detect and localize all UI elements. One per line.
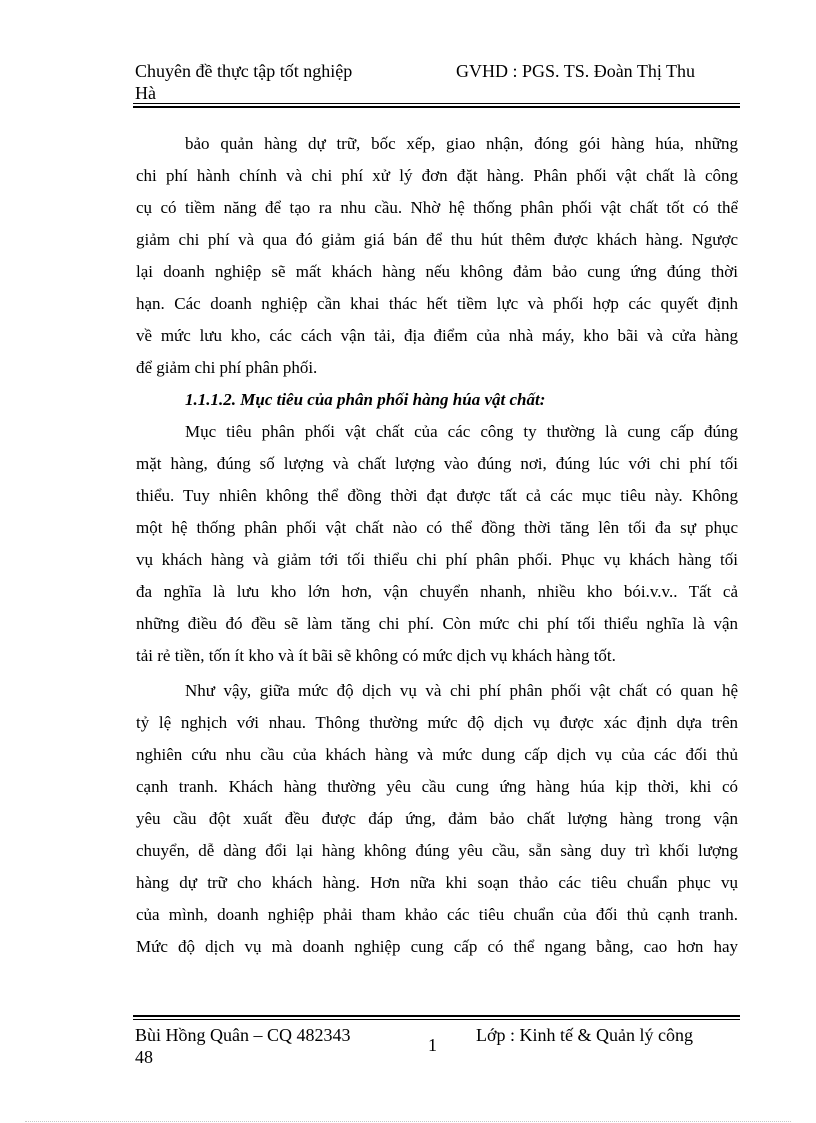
paragraph-line: đa nghĩa là lưu kho lớn hơn, vận chuyển nhanh, nhiều kho bói.v.v.. Tất cả	[136, 582, 738, 601]
paragraph-line: để giảm chi phí phân phối.	[136, 358, 318, 377]
paragraph-line: lại doanh nghiệp sẽ mất khách hàng nếu không đảm bảo cung ứng đúng thời	[136, 262, 738, 281]
footer-author: Bùi Hồng Quân – CQ 482343	[135, 1025, 351, 1045]
paragraph-line: những điều đó đều sẽ làm tăng chi phí. Còn mức chi phí tối thiểu nghĩa là vận	[136, 614, 738, 633]
footer-author-wrap: 48	[135, 1047, 153, 1067]
paragraph-line: chuyển, dễ dàng đổi lại hàng không đúng yêu cầu, sẵn sàng duy trì khối lượng	[136, 841, 738, 860]
body-text	[136, 128, 738, 963]
header-rule-thin	[133, 103, 740, 104]
footer-rule-thick	[133, 1015, 740, 1017]
paragraph-line: mặt hàng, đúng số lượng và chất lượng vào đúng nơi, đúng lúc với chi phí tối	[136, 454, 738, 473]
paragraph-line: tỷ lệ nghịch với nhau. Thông thường mức độ dịch vụ được xác định dựa trên	[136, 713, 738, 732]
paragraph-line: Mức độ dịch vụ mà doanh nghiệp cung cấp có thể ngang bằng, cao hơn hay	[136, 937, 738, 956]
footer-class: Lớp : Kinh tế & Quản lý công	[476, 1025, 693, 1045]
paragraph-line: chi phí hành chính và chi phí xử lý đơn đặt hàng. Phân phối vật chất là công	[136, 166, 738, 185]
paragraph-line: cụ có tiềm năng để tạo ra nhu cầu. Nhờ hệ thống phân phối vật chất tốt có thể	[136, 198, 738, 217]
paragraph-line: Như vậy, giữa mức độ dịch vụ và chi phí phân phối vật chất có quan hệ	[185, 681, 738, 700]
header-title: Chuyên đề thực tập tốt nghiệp	[135, 61, 353, 81]
paragraph-line: giảm chi phí và qua đó giảm giá bán để thu hút thêm được khách hàng. Ngược	[136, 230, 738, 249]
paragraph-line: cạnh tranh. Khách hàng thường yêu cầu cung ứng hàng húa kịp thời, khi có	[136, 777, 738, 796]
header-rule-thick	[133, 106, 740, 108]
section-heading: 1.1.1.2. Mục tiêu của phân phối hàng húa vật chất:	[185, 390, 546, 409]
footer-rule-thin	[133, 1019, 740, 1020]
page-number: 1	[428, 1035, 437, 1055]
paragraph-line: yêu cầu đột xuất đều được đáp ứng, đảm bảo chất lượng hàng trong vận	[136, 809, 738, 828]
paragraph-line: hàng dự trữ cho khách hàng. Hơn nữa khi soạn thảo các tiêu chuẩn phục vụ	[136, 873, 738, 892]
header-supervisor-wrap: Hà	[135, 83, 156, 103]
paragraph-line: tải rẻ tiền, tốn ít kho và ít bãi sẽ không có mức dịch vụ khách hàng tốt.	[136, 646, 616, 665]
paragraph-line: về mức lưu kho, các cách vận tải, địa điểm của nhà máy, kho bãi và cửa hàng	[136, 326, 738, 345]
page-bottom-border	[25, 1121, 791, 1122]
paragraph-line: bảo quản hàng dự trữ, bốc xếp, giao nhận, đóng gói hàng húa, những	[185, 134, 738, 153]
header-supervisor: GVHD : PGS. TS. Đoàn Thị Thu	[456, 61, 696, 81]
paragraph-line: vụ khách hàng và giảm tới tối thiểu chi phí phân phối. Phục vụ khách hàng tối	[136, 550, 738, 569]
paragraph-line: một hệ thống phân phối vật chất nào có thể đồng thời tăng lên tối đa sự phục	[136, 518, 738, 537]
paragraph-line: Mục tiêu phân phối vật chất của các công ty thường là cung cấp đúng	[185, 422, 738, 441]
paragraph-line: hạn. Các doanh nghiệp cần khai thác hết tiềm lực và phối hợp các quyết định	[136, 294, 738, 313]
paragraph-line: thiểu. Tuy nhiên không thể đồng thời đạt được tất cả các mục tiêu này. Không	[136, 486, 738, 505]
paragraph-line: của mình, doanh nghiệp phải tham khảo các tiêu chuẩn của đối thủ cạnh tranh.	[136, 905, 738, 924]
paragraph-line: nghiên cứu nhu cầu của khách hàng và mức dung cấp dịch vụ của các đối thủ	[136, 745, 738, 764]
